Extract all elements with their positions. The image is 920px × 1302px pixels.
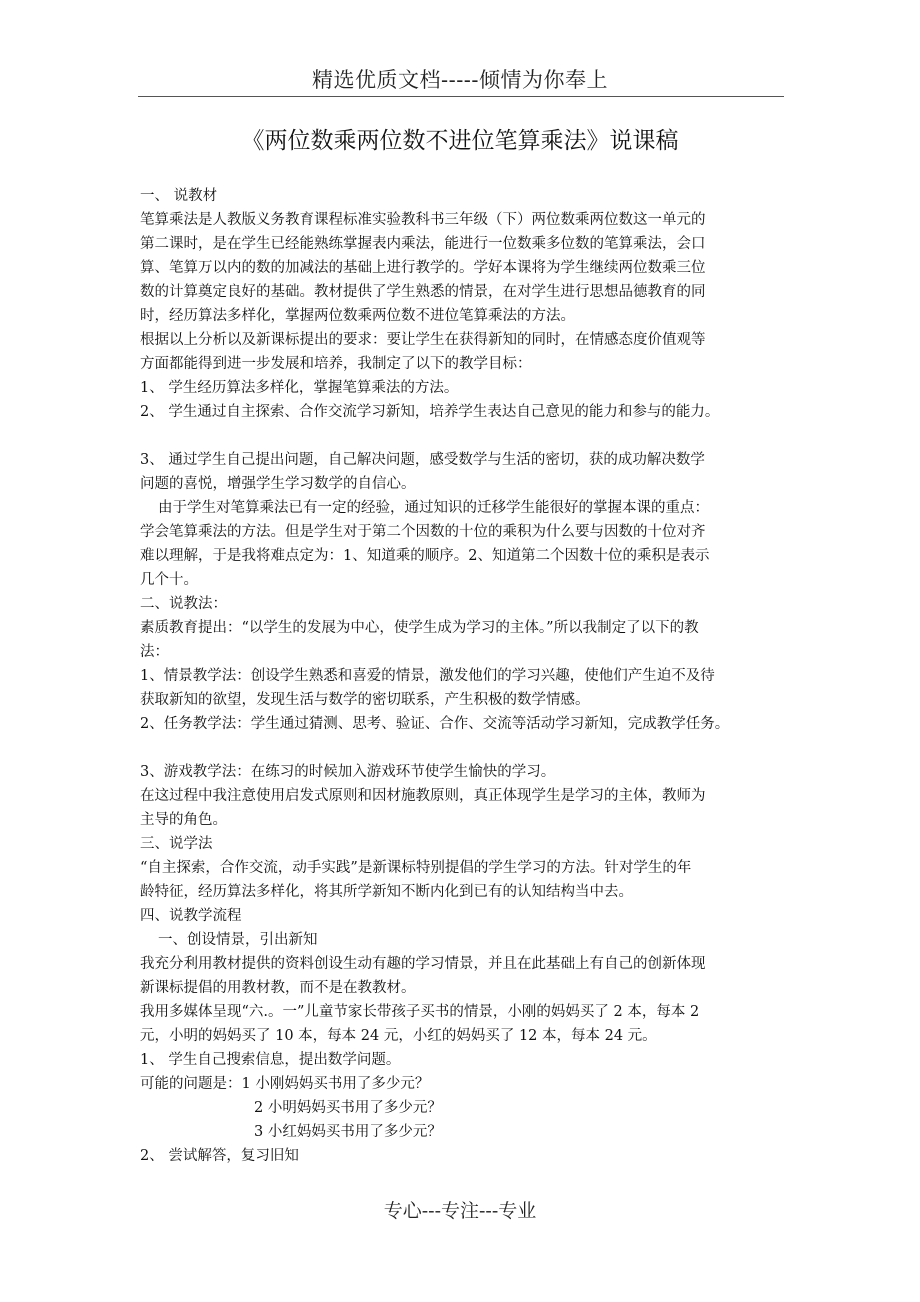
document-title: 《两位数乘两位数不进位笔算乘法》说课稿 [241, 128, 679, 154]
question-line: 3 小红妈妈买书用了多少元？ [254, 1124, 442, 1140]
paragraph-line: 算、笔算万以内的数的加减法的基础上进行教学的。学好本课将为学生继续两位数乘三位 [140, 260, 706, 276]
paragraph-line: 难以理解，于是我将难点定为：1、知道乘的顺序。2、知道第二个因数十位的乘积是表示 [140, 548, 710, 564]
section-heading: 一、 说教材 [140, 188, 218, 204]
paragraph-line: 数的计算奠定良好的基础。教材提供了学生熟悉的情景，在对学生进行思想品德教育的同 [140, 284, 706, 300]
paragraph-line: 由于学生对笔算乘法已有一定的经验，通过知识的迁移学生能很好的掌握本课的重点： [158, 500, 709, 516]
list-item: 2、任务教学法：学生通过猜测、思考、验证、合作、交流等活动学习新知，完成教学任务。 [140, 716, 730, 732]
question-line: 可能的问题是：1 小刚妈妈买书用了多少元？ [140, 1076, 430, 1092]
paragraph-line: 新课标提倡的用教材教，而不是在教教材。 [140, 980, 416, 996]
section-heading: 四、说教学流程 [140, 908, 242, 924]
paragraph-line: 主导的角色。 [140, 812, 227, 828]
page-header: 精选优质文档-----倾情为你奉上 [312, 68, 608, 92]
paragraph-line: 问题的喜悦，增强学生学习数学的自信心。 [140, 476, 416, 492]
paragraph-line: 龄特征，经历算法多样化，将其所学新知不断内化到已有的认知结构当中去。 [140, 884, 633, 900]
subsection-heading: 一、创设情景，引出新知 [158, 932, 318, 948]
list-item: 2、 尝试解答，复习旧知 [140, 1148, 299, 1164]
list-item: 2、 学生通过自主探索、合作交流学习新知，培养学生表达自己意见的能力和参与的能力。 [140, 404, 720, 420]
header-divider [138, 96, 784, 97]
paragraph-line: 时，经历算法多样化，掌握两位数乘两位数不进位笔算乘法的方法。 [140, 308, 575, 324]
list-item: 3、游戏教学法：在练习的时候加入游戏环节使学生愉快的学习。 [140, 764, 556, 780]
list-item: 1、 学生自己搜索信息，提出数学问题。 [140, 1052, 401, 1068]
paragraph-line: 获取新知的欲望，发现生活与数学的密切联系，产生积极的数学情感。 [140, 692, 590, 708]
paragraph-line: 几个十。 [140, 572, 198, 588]
paragraph-line: 在这过程中我注意使用启发式原则和因材施教原则，真正体现学生是学习的主体，教师为 [140, 788, 706, 804]
paragraph-line: 我用多媒体呈现“六.。一”儿童节家长带孩子买书的情景，小刚的妈妈买了 2 本，每本 2 [140, 1004, 700, 1020]
section-heading: 二、说教法： [140, 596, 227, 612]
question-line: 2 小明妈妈买书用了多少元？ [254, 1100, 442, 1116]
paragraph-line: 元，小明的妈妈买了 10 本，每本 24 元，小红的妈妈买了 12 本，每本 24 元。 [140, 1028, 657, 1044]
list-item: 1、情景教学法：创设学生熟悉和喜爱的情景，激发他们的学习兴趣，使他们产生迫不及待 [140, 668, 715, 684]
page-footer: 专心---专注---专业 [383, 1200, 537, 1222]
section-heading: 三、说学法 [140, 836, 213, 852]
document-body [140, 184, 800, 1168]
paragraph-line: 我充分利用教材提供的资料创设生动有趣的学习情景，并且在此基础上有自己的创新体现 [140, 956, 706, 972]
paragraph-line: 素质教育提出：“以学生的发展为中心，使学生成为学习的主体。”所以我制定了以下的教 [140, 620, 699, 636]
paragraph-line: 第二课时，是在学生已经能熟练掌握表内乘法，能进行一位数乘多位数的笔算乘法，会口 [140, 236, 706, 252]
list-item: 1、 学生经历算法多样化，掌握笔算乘法的方法。 [140, 380, 459, 396]
paragraph-line: 根据以上分析以及新课标提出的要求：要让学生在获得新知的同时，在情感态度价值观等 [140, 332, 706, 348]
blank-line [140, 736, 800, 760]
paragraph-line: “自主探索，合作交流，动手实践”是新课标特别提倡的学生学习的方法。针对学生的年 [140, 860, 692, 876]
paragraph-line: 学会笔算乘法的方法。但是学生对于第二个因数的十位的乘积为什么要与因数的十位对齐 [140, 524, 706, 540]
list-item: 3、 通过学生自己提出问题，自己解决问题，感受数学与生活的密切，获的成功解决数学 [140, 452, 705, 468]
paragraph-line: 方面都能得到进一步发展和培养，我制定了以下的教学目标： [140, 356, 532, 372]
paragraph-line: 法： [140, 644, 169, 660]
blank-line [140, 424, 800, 448]
paragraph-line: 笔算乘法是人教版义务教育课程标准实验教科书三年级（下）两位数乘两位数这一单元的 [140, 212, 706, 228]
